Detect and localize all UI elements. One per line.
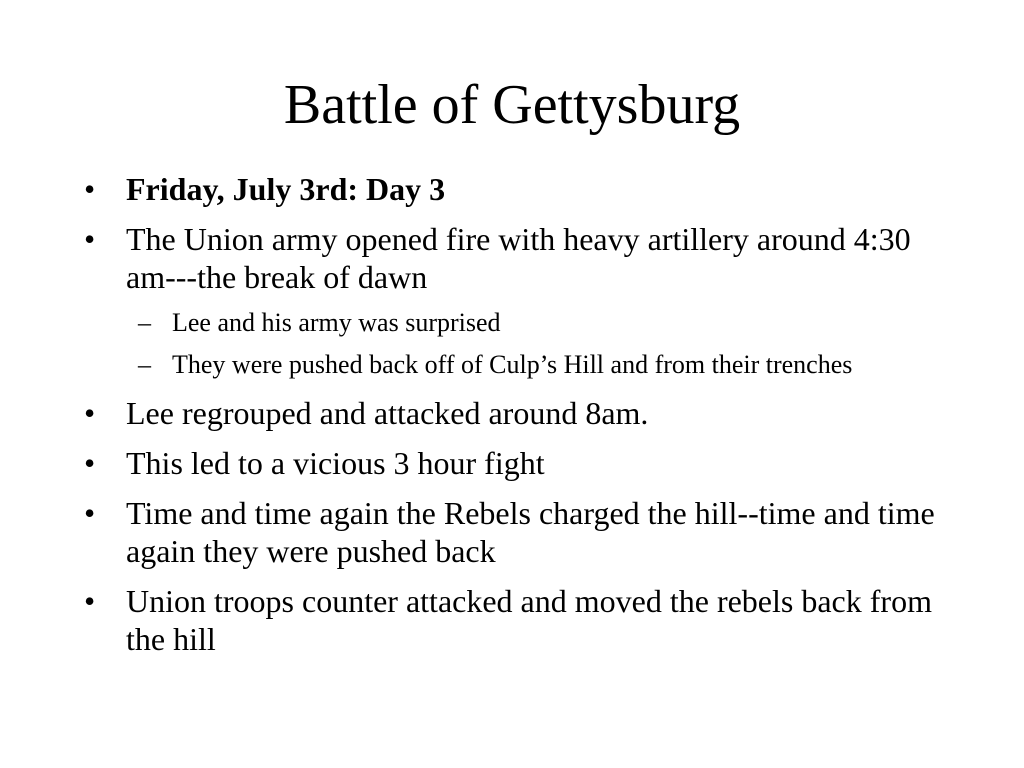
bullet-marker: • bbox=[84, 221, 96, 257]
bullet-item bbox=[82, 582, 942, 658]
bullet-marker: • bbox=[84, 395, 96, 431]
bullet-marker: • bbox=[84, 495, 96, 531]
sub-bullet-item bbox=[126, 306, 942, 340]
bullet-marker: • bbox=[84, 445, 96, 481]
bullet-marker: • bbox=[84, 171, 96, 207]
sub-bullet-text: Lee and his army was surprised bbox=[172, 308, 501, 337]
sub-bullet-marker: – bbox=[138, 350, 151, 379]
bullet-marker: • bbox=[84, 583, 96, 619]
bullet-text: This led to a vicious 3 hour fight bbox=[126, 445, 545, 481]
bullet-item bbox=[82, 444, 942, 482]
bullet-item bbox=[82, 170, 942, 208]
bullet-text: The Union army opened fire with heavy artillery around 4:30 am---the break of dawn bbox=[126, 221, 911, 295]
sub-bullet-item bbox=[126, 348, 942, 382]
bullet-item bbox=[82, 494, 942, 570]
bullet-text: Union troops counter attacked and moved the rebels back from the hill bbox=[126, 583, 932, 657]
sub-bullet-marker: – bbox=[138, 308, 151, 337]
bullet-item bbox=[82, 220, 942, 382]
slide-title: Battle of Gettysburg bbox=[283, 74, 741, 136]
bullet-text: Time and time again the Rebels charged the hill--time and time again they were pushed back bbox=[126, 495, 935, 569]
bullet-item bbox=[82, 394, 942, 432]
sub-bullet-list bbox=[126, 306, 942, 382]
bullet-list bbox=[82, 170, 942, 670]
bullet-text: Friday, July 3rd: Day 3 bbox=[126, 171, 446, 207]
bullet-text: Lee regrouped and attacked around 8am. bbox=[126, 395, 649, 431]
sub-bullet-text: They were pushed back off of Culp’s Hill and from their trenches bbox=[172, 350, 853, 379]
